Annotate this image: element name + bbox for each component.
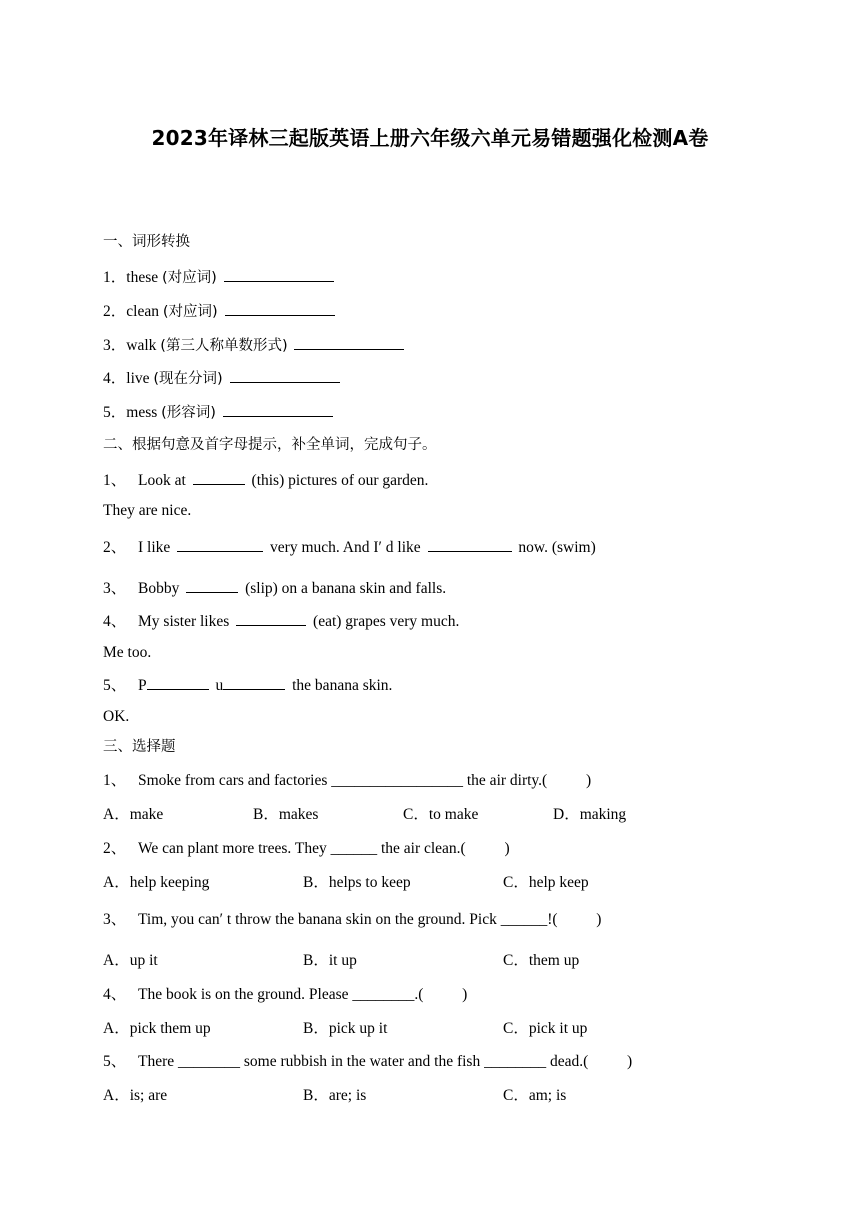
s1-item-2 [103, 300, 338, 322]
s3-question-4 [103, 985, 467, 1005]
option-d[interactable]: D．making [553, 806, 627, 823]
s3-question-1 [103, 771, 591, 791]
question-text: There ________ some rubbish in the water and the fish ________ dead.( ) [138, 1053, 633, 1070]
s2-question-1: 1、 Look at (this) pictures of our garden. [103, 469, 428, 491]
s2-question-1-reply: They are nice. [103, 502, 192, 519]
item-word: these [126, 269, 159, 286]
question-number: 2、 [103, 840, 127, 857]
question-number: 3、 [103, 911, 127, 928]
s2-question-4-reply: Me too. [103, 644, 152, 661]
option-b[interactable]: B．helps to keep [303, 874, 411, 891]
option-b[interactable]: B．it up [303, 952, 357, 969]
item-word: live [126, 370, 150, 387]
s2-question-5: 5、 P u the banana skin. [103, 674, 392, 696]
option-c[interactable]: C．to make [403, 806, 479, 823]
option-a[interactable]: A．up it [103, 952, 158, 969]
answer-blank[interactable] [223, 674, 285, 690]
s1-item-5 [103, 401, 336, 423]
answer-blank[interactable] [177, 536, 263, 552]
item-hint: (形容词) [161, 405, 216, 421]
option-c[interactable]: C．them up [503, 952, 580, 969]
item-number: 2． [103, 303, 127, 320]
option-c[interactable]: C．am; is [503, 1087, 567, 1104]
answer-blank[interactable] [428, 536, 512, 552]
question-number: 5、 [103, 677, 127, 694]
item-word: mess [126, 404, 158, 421]
answer-blank[interactable] [225, 300, 335, 316]
s1-item-4 [103, 367, 343, 389]
s2-question-5-reply: OK. [103, 708, 130, 725]
item-number: 4． [103, 370, 127, 387]
answer-blank[interactable] [147, 674, 209, 690]
item-number: 1． [103, 269, 127, 286]
section-1-heading: 一、词形转换 [103, 234, 190, 250]
question-number: 4、 [103, 613, 127, 630]
item-word: clean [126, 303, 159, 320]
question-number: 3、 [103, 580, 127, 597]
section-3-heading: 三、选择题 [103, 739, 176, 755]
s1-item-1 [103, 266, 337, 288]
s3-question-5 [103, 1052, 632, 1072]
item-hint: (现在分词) [153, 371, 223, 387]
answer-blank[interactable] [294, 334, 404, 350]
option-b[interactable]: B．makes [253, 806, 319, 823]
item-hint: (对应词) [162, 304, 218, 320]
item-hint: (第三人称单数形式) [160, 338, 288, 354]
question-text: Smoke from cars and factories _________________ the air dirty.( ) [138, 772, 592, 789]
option-a[interactable]: A．pick them up [103, 1020, 211, 1037]
option-a[interactable]: A．is; are [103, 1087, 168, 1104]
s1-item-3 [103, 334, 407, 356]
question-number: 2、 [103, 539, 127, 556]
s3-question-2 [103, 839, 510, 859]
s2-question-2: 2、 I like very much. And I′ d like now. (swim) [103, 536, 596, 558]
option-a[interactable]: A．help keeping [103, 874, 210, 891]
section-2-heading: 二、根据句意及首字母提示，补全单词，完成句子。 [103, 437, 437, 453]
item-word: walk [126, 337, 157, 354]
item-number: 3． [103, 337, 127, 354]
question-text: The book is on the ground. Please ________.( ) [138, 986, 468, 1003]
s3-question-3 [103, 910, 601, 930]
s2-question-3: 3、 Bobby (slip) on a banana skin and falls. [103, 577, 446, 599]
option-c[interactable]: C．help keep [503, 874, 589, 891]
answer-blank[interactable] [224, 266, 334, 282]
item-hint: (对应词) [162, 270, 217, 286]
answer-blank[interactable] [186, 577, 238, 593]
answer-blank[interactable] [236, 610, 306, 626]
question-text: Tim, you can′ t throw the banana skin on the ground. Pick ______!( ) [138, 911, 602, 928]
question-number: 1、 [103, 772, 127, 789]
question-number: 5、 [103, 1053, 127, 1070]
question-text: We can plant more trees. They ______ the air clean.( ) [138, 840, 510, 857]
option-a[interactable]: A．make [103, 806, 164, 823]
answer-blank[interactable] [223, 401, 333, 417]
question-number: 1、 [103, 472, 127, 489]
answer-blank[interactable] [230, 367, 340, 383]
item-number: 5． [103, 404, 127, 421]
page-title: 2023年译林三起版英语上册六年级六单元易错题强化检测A卷 [151, 126, 709, 150]
option-b[interactable]: B．are; is [303, 1087, 367, 1104]
option-c[interactable]: C．pick it up [503, 1020, 588, 1037]
s2-question-4: 4、 My sister likes (eat) grapes very much. [103, 610, 459, 632]
question-number: 4、 [103, 986, 127, 1003]
option-b[interactable]: B．pick up it [303, 1020, 388, 1037]
answer-blank[interactable] [193, 469, 245, 485]
